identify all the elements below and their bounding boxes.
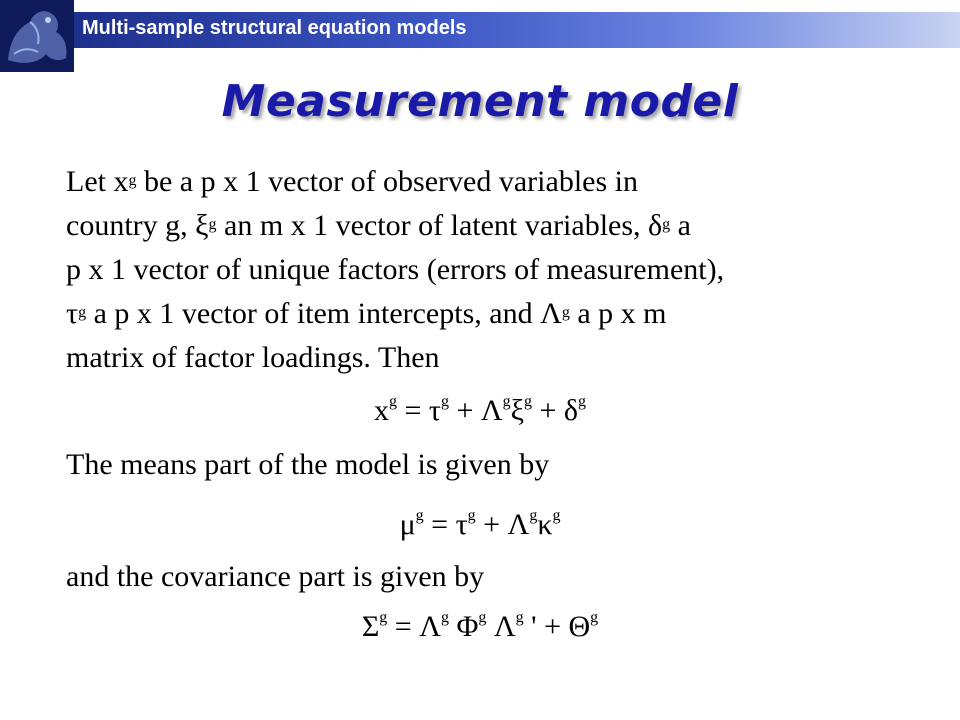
slide-title: Measurement model — [221, 76, 739, 127]
means-text: The means part of the model is given by — [66, 448, 550, 481]
paragraph-line: matrix of factor loadings. Then — [66, 341, 440, 374]
paragraph-line: $\tau^g$ a p x 1 vector of item intercepts, and $\Lambda^g$ a p x m — [66, 297, 667, 330]
measurement-equation: $x^g = \tau^g + \Lambda^g\xi^g + \delta^g$ — [373, 393, 587, 427]
paragraph-line: Let $x^g$ be a p x 1 vector of observed variables in — [66, 165, 638, 198]
paragraph-line: p x 1 vector of unique factors (errors of measurement), — [66, 253, 725, 286]
definition-paragraph — [66, 160, 906, 380]
covariance-equation: $\Sigma^g = \Lambda^g$ $\Phi^g$ $\Lambda^g$ ' + $\Theta^g$ — [361, 609, 599, 643]
university-logo — [0, 0, 74, 72]
covariance-text: and the covariance part is given by — [66, 560, 485, 593]
presentation-title: Multi-sample structural equation models — [82, 17, 467, 39]
means-equation: $\mu^g = \tau^g + \Lambda^g\kappa^g$ — [399, 507, 561, 541]
paragraph-line: country g, $\xi^g$ an m x 1 vector of latent variables, $\delta^g$ a — [66, 209, 691, 242]
